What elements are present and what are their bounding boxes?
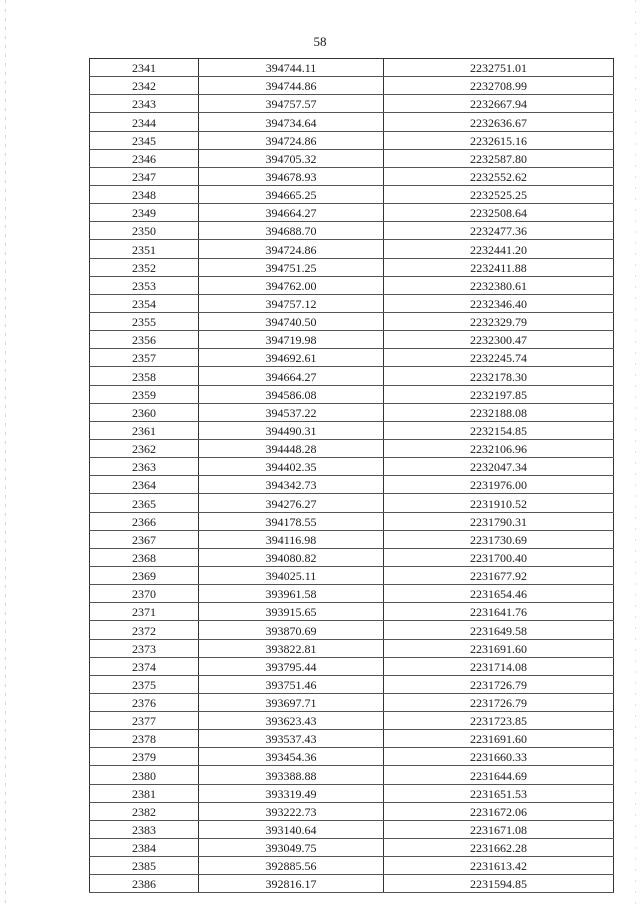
- table-row: [90, 113, 614, 131]
- table-row: [90, 131, 614, 149]
- point-number-cell: 2361: [90, 421, 199, 439]
- table-row: [90, 657, 614, 675]
- y-coordinate-cell: 2232346.40: [384, 294, 614, 312]
- table-row: [90, 385, 614, 403]
- point-number-cell: 2347: [90, 167, 199, 185]
- table-row: [90, 784, 614, 802]
- point-number-cell: 2350: [90, 222, 199, 240]
- point-number-cell: 2358: [90, 367, 199, 385]
- x-coordinate-cell: 394665.25: [199, 185, 384, 203]
- point-number-cell: 2374: [90, 657, 199, 675]
- point-number-cell: 2348: [90, 185, 199, 203]
- y-coordinate-cell: 2232441.20: [384, 240, 614, 258]
- table-row: [90, 185, 614, 203]
- y-coordinate-cell: 2231691.60: [384, 639, 614, 657]
- x-coordinate-cell: 394025.11: [199, 566, 384, 584]
- x-coordinate-cell: 394744.86: [199, 77, 384, 95]
- table-row: [90, 167, 614, 185]
- x-coordinate-cell: 394692.61: [199, 349, 384, 367]
- y-coordinate-cell: 2231594.85: [384, 875, 614, 893]
- y-coordinate-cell: 2232047.34: [384, 458, 614, 476]
- table-row: [90, 730, 614, 748]
- table-row: [90, 639, 614, 657]
- point-number-cell: 2356: [90, 331, 199, 349]
- table-row: [90, 875, 614, 893]
- point-number-cell: 2360: [90, 403, 199, 421]
- table-row: [90, 331, 614, 349]
- point-number-cell: 2354: [90, 294, 199, 312]
- scan-edge-right: [635, 0, 636, 905]
- point-number-cell: 2376: [90, 693, 199, 711]
- x-coordinate-cell: 393319.49: [199, 784, 384, 802]
- table-row: [90, 312, 614, 330]
- y-coordinate-cell: 2231790.31: [384, 512, 614, 530]
- point-number-cell: 2381: [90, 784, 199, 802]
- table-row: [90, 548, 614, 566]
- table-row: [90, 421, 614, 439]
- table-row: [90, 566, 614, 584]
- x-coordinate-cell: 394688.70: [199, 222, 384, 240]
- point-number-cell: 2373: [90, 639, 199, 657]
- x-coordinate-cell: 394719.98: [199, 331, 384, 349]
- x-coordinate-cell: 394448.28: [199, 439, 384, 457]
- y-coordinate-cell: 2231660.33: [384, 748, 614, 766]
- x-coordinate-cell: 394664.27: [199, 367, 384, 385]
- y-coordinate-cell: 2232197.85: [384, 385, 614, 403]
- point-number-cell: 2377: [90, 712, 199, 730]
- y-coordinate-cell: 2232636.67: [384, 113, 614, 131]
- y-coordinate-cell: 2232708.99: [384, 77, 614, 95]
- x-coordinate-cell: 393049.75: [199, 839, 384, 857]
- table-row: [90, 512, 614, 530]
- y-coordinate-cell: 2231654.46: [384, 585, 614, 603]
- x-coordinate-cell: 393140.64: [199, 820, 384, 838]
- point-number-cell: 2342: [90, 77, 199, 95]
- y-coordinate-cell: 2231677.92: [384, 566, 614, 584]
- x-coordinate-cell: 394751.25: [199, 258, 384, 276]
- table-row: [90, 494, 614, 512]
- point-number-cell: 2355: [90, 312, 199, 330]
- coordinate-table: [89, 58, 614, 893]
- point-number-cell: 2385: [90, 857, 199, 875]
- table-row: [90, 766, 614, 784]
- table-row: [90, 77, 614, 95]
- scan-edge-left: [5, 0, 6, 905]
- table-row: [90, 693, 614, 711]
- point-number-cell: 2365: [90, 494, 199, 512]
- point-number-cell: 2375: [90, 675, 199, 693]
- x-coordinate-cell: 394402.35: [199, 458, 384, 476]
- y-coordinate-cell: 2231976.00: [384, 476, 614, 494]
- x-coordinate-cell: 393222.73: [199, 802, 384, 820]
- x-coordinate-cell: 394537.22: [199, 403, 384, 421]
- x-coordinate-cell: 394724.86: [199, 131, 384, 149]
- table-row: [90, 222, 614, 240]
- x-coordinate-cell: 393961.58: [199, 585, 384, 603]
- point-number-cell: 2383: [90, 820, 199, 838]
- point-number-cell: 2344: [90, 113, 199, 131]
- table-row: [90, 476, 614, 494]
- x-coordinate-cell: 394757.57: [199, 95, 384, 113]
- x-coordinate-cell: 394762.00: [199, 276, 384, 294]
- table-row: [90, 367, 614, 385]
- y-coordinate-cell: 2231691.60: [384, 730, 614, 748]
- y-coordinate-cell: 2232154.85: [384, 421, 614, 439]
- table-row: [90, 820, 614, 838]
- point-number-cell: 2372: [90, 621, 199, 639]
- y-coordinate-cell: 2232329.79: [384, 312, 614, 330]
- x-coordinate-cell: 393697.71: [199, 693, 384, 711]
- x-coordinate-cell: 394664.27: [199, 204, 384, 222]
- point-number-cell: 2357: [90, 349, 199, 367]
- y-coordinate-cell: 2232587.80: [384, 149, 614, 167]
- y-coordinate-cell: 2232188.08: [384, 403, 614, 421]
- point-number-cell: 2384: [90, 839, 199, 857]
- x-coordinate-cell: 393870.69: [199, 621, 384, 639]
- point-number-cell: 2352: [90, 258, 199, 276]
- y-coordinate-cell: 2231662.28: [384, 839, 614, 857]
- y-coordinate-cell: 2231641.76: [384, 603, 614, 621]
- x-coordinate-cell: 394586.08: [199, 385, 384, 403]
- point-number-cell: 2359: [90, 385, 199, 403]
- y-coordinate-cell: 2232245.74: [384, 349, 614, 367]
- table-row: [90, 748, 614, 766]
- y-coordinate-cell: 2232552.62: [384, 167, 614, 185]
- table-row: [90, 258, 614, 276]
- table-row: [90, 204, 614, 222]
- point-number-cell: 2351: [90, 240, 199, 258]
- table-row: [90, 276, 614, 294]
- table-row: [90, 294, 614, 312]
- coordinate-table-body: [90, 59, 614, 893]
- table-row: [90, 712, 614, 730]
- x-coordinate-cell: 394080.82: [199, 548, 384, 566]
- point-number-cell: 2370: [90, 585, 199, 603]
- table-row: [90, 621, 614, 639]
- point-number-cell: 2353: [90, 276, 199, 294]
- y-coordinate-cell: 2232525.25: [384, 185, 614, 203]
- point-number-cell: 2349: [90, 204, 199, 222]
- table-row: [90, 839, 614, 857]
- point-number-cell: 2382: [90, 802, 199, 820]
- x-coordinate-cell: 394744.11: [199, 59, 384, 77]
- point-number-cell: 2364: [90, 476, 199, 494]
- page-number: 58: [313, 34, 327, 49]
- y-coordinate-cell: 2231613.42: [384, 857, 614, 875]
- y-coordinate-cell: 2232751.01: [384, 59, 614, 77]
- table-row: [90, 458, 614, 476]
- table-row: [90, 403, 614, 421]
- table-row: [90, 149, 614, 167]
- y-coordinate-cell: 2231651.53: [384, 784, 614, 802]
- table-row: [90, 603, 614, 621]
- point-number-cell: 2378: [90, 730, 199, 748]
- y-coordinate-cell: 2231723.85: [384, 712, 614, 730]
- table-row: [90, 675, 614, 693]
- point-number-cell: 2346: [90, 149, 199, 167]
- point-number-cell: 2369: [90, 566, 199, 584]
- y-coordinate-cell: 2231671.08: [384, 820, 614, 838]
- x-coordinate-cell: 394276.27: [199, 494, 384, 512]
- x-coordinate-cell: 394705.32: [199, 149, 384, 167]
- y-coordinate-cell: 2232380.61: [384, 276, 614, 294]
- y-coordinate-cell: 2231910.52: [384, 494, 614, 512]
- x-coordinate-cell: 394342.73: [199, 476, 384, 494]
- y-coordinate-cell: 2232411.88: [384, 258, 614, 276]
- point-number-cell: 2345: [90, 131, 199, 149]
- point-number-cell: 2371: [90, 603, 199, 621]
- x-coordinate-cell: 392885.56: [199, 857, 384, 875]
- x-coordinate-cell: 394116.98: [199, 530, 384, 548]
- y-coordinate-cell: 2232178.30: [384, 367, 614, 385]
- table-row: [90, 530, 614, 548]
- y-coordinate-cell: 2231726.79: [384, 675, 614, 693]
- y-coordinate-cell: 2231649.58: [384, 621, 614, 639]
- table-row: [90, 95, 614, 113]
- table-row: [90, 857, 614, 875]
- y-coordinate-cell: 2232106.96: [384, 439, 614, 457]
- y-coordinate-cell: 2231726.79: [384, 693, 614, 711]
- table-row: [90, 802, 614, 820]
- x-coordinate-cell: 394490.31: [199, 421, 384, 439]
- y-coordinate-cell: 2232667.94: [384, 95, 614, 113]
- x-coordinate-cell: 394178.55: [199, 512, 384, 530]
- table-row: [90, 349, 614, 367]
- x-coordinate-cell: 393623.43: [199, 712, 384, 730]
- x-coordinate-cell: 393537.43: [199, 730, 384, 748]
- x-coordinate-cell: 393822.81: [199, 639, 384, 657]
- point-number-cell: 2367: [90, 530, 199, 548]
- y-coordinate-cell: 2231644.69: [384, 766, 614, 784]
- x-coordinate-cell: 392816.17: [199, 875, 384, 893]
- y-coordinate-cell: 2232477.36: [384, 222, 614, 240]
- point-number-cell: 2343: [90, 95, 199, 113]
- y-coordinate-cell: 2231714.08: [384, 657, 614, 675]
- y-coordinate-cell: 2232508.64: [384, 204, 614, 222]
- table-row: [90, 59, 614, 77]
- x-coordinate-cell: 394740.50: [199, 312, 384, 330]
- x-coordinate-cell: 393795.44: [199, 657, 384, 675]
- x-coordinate-cell: 393388.88: [199, 766, 384, 784]
- x-coordinate-cell: 394757.12: [199, 294, 384, 312]
- y-coordinate-cell: 2232300.47: [384, 331, 614, 349]
- point-number-cell: 2362: [90, 439, 199, 457]
- x-coordinate-cell: 394734.64: [199, 113, 384, 131]
- point-number-cell: 2363: [90, 458, 199, 476]
- point-number-cell: 2380: [90, 766, 199, 784]
- table-row: [90, 585, 614, 603]
- y-coordinate-cell: 2232615.16: [384, 131, 614, 149]
- x-coordinate-cell: 393454.36: [199, 748, 384, 766]
- y-coordinate-cell: 2231730.69: [384, 530, 614, 548]
- y-coordinate-cell: 2231700.40: [384, 548, 614, 566]
- table-row: [90, 240, 614, 258]
- y-coordinate-cell: 2231672.06: [384, 802, 614, 820]
- x-coordinate-cell: 394724.86: [199, 240, 384, 258]
- point-number-cell: 2366: [90, 512, 199, 530]
- point-number-cell: 2341: [90, 59, 199, 77]
- x-coordinate-cell: 393751.46: [199, 675, 384, 693]
- point-number-cell: 2386: [90, 875, 199, 893]
- point-number-cell: 2368: [90, 548, 199, 566]
- x-coordinate-cell: 394678.93: [199, 167, 384, 185]
- x-coordinate-cell: 393915.65: [199, 603, 384, 621]
- table-row: [90, 439, 614, 457]
- point-number-cell: 2379: [90, 748, 199, 766]
